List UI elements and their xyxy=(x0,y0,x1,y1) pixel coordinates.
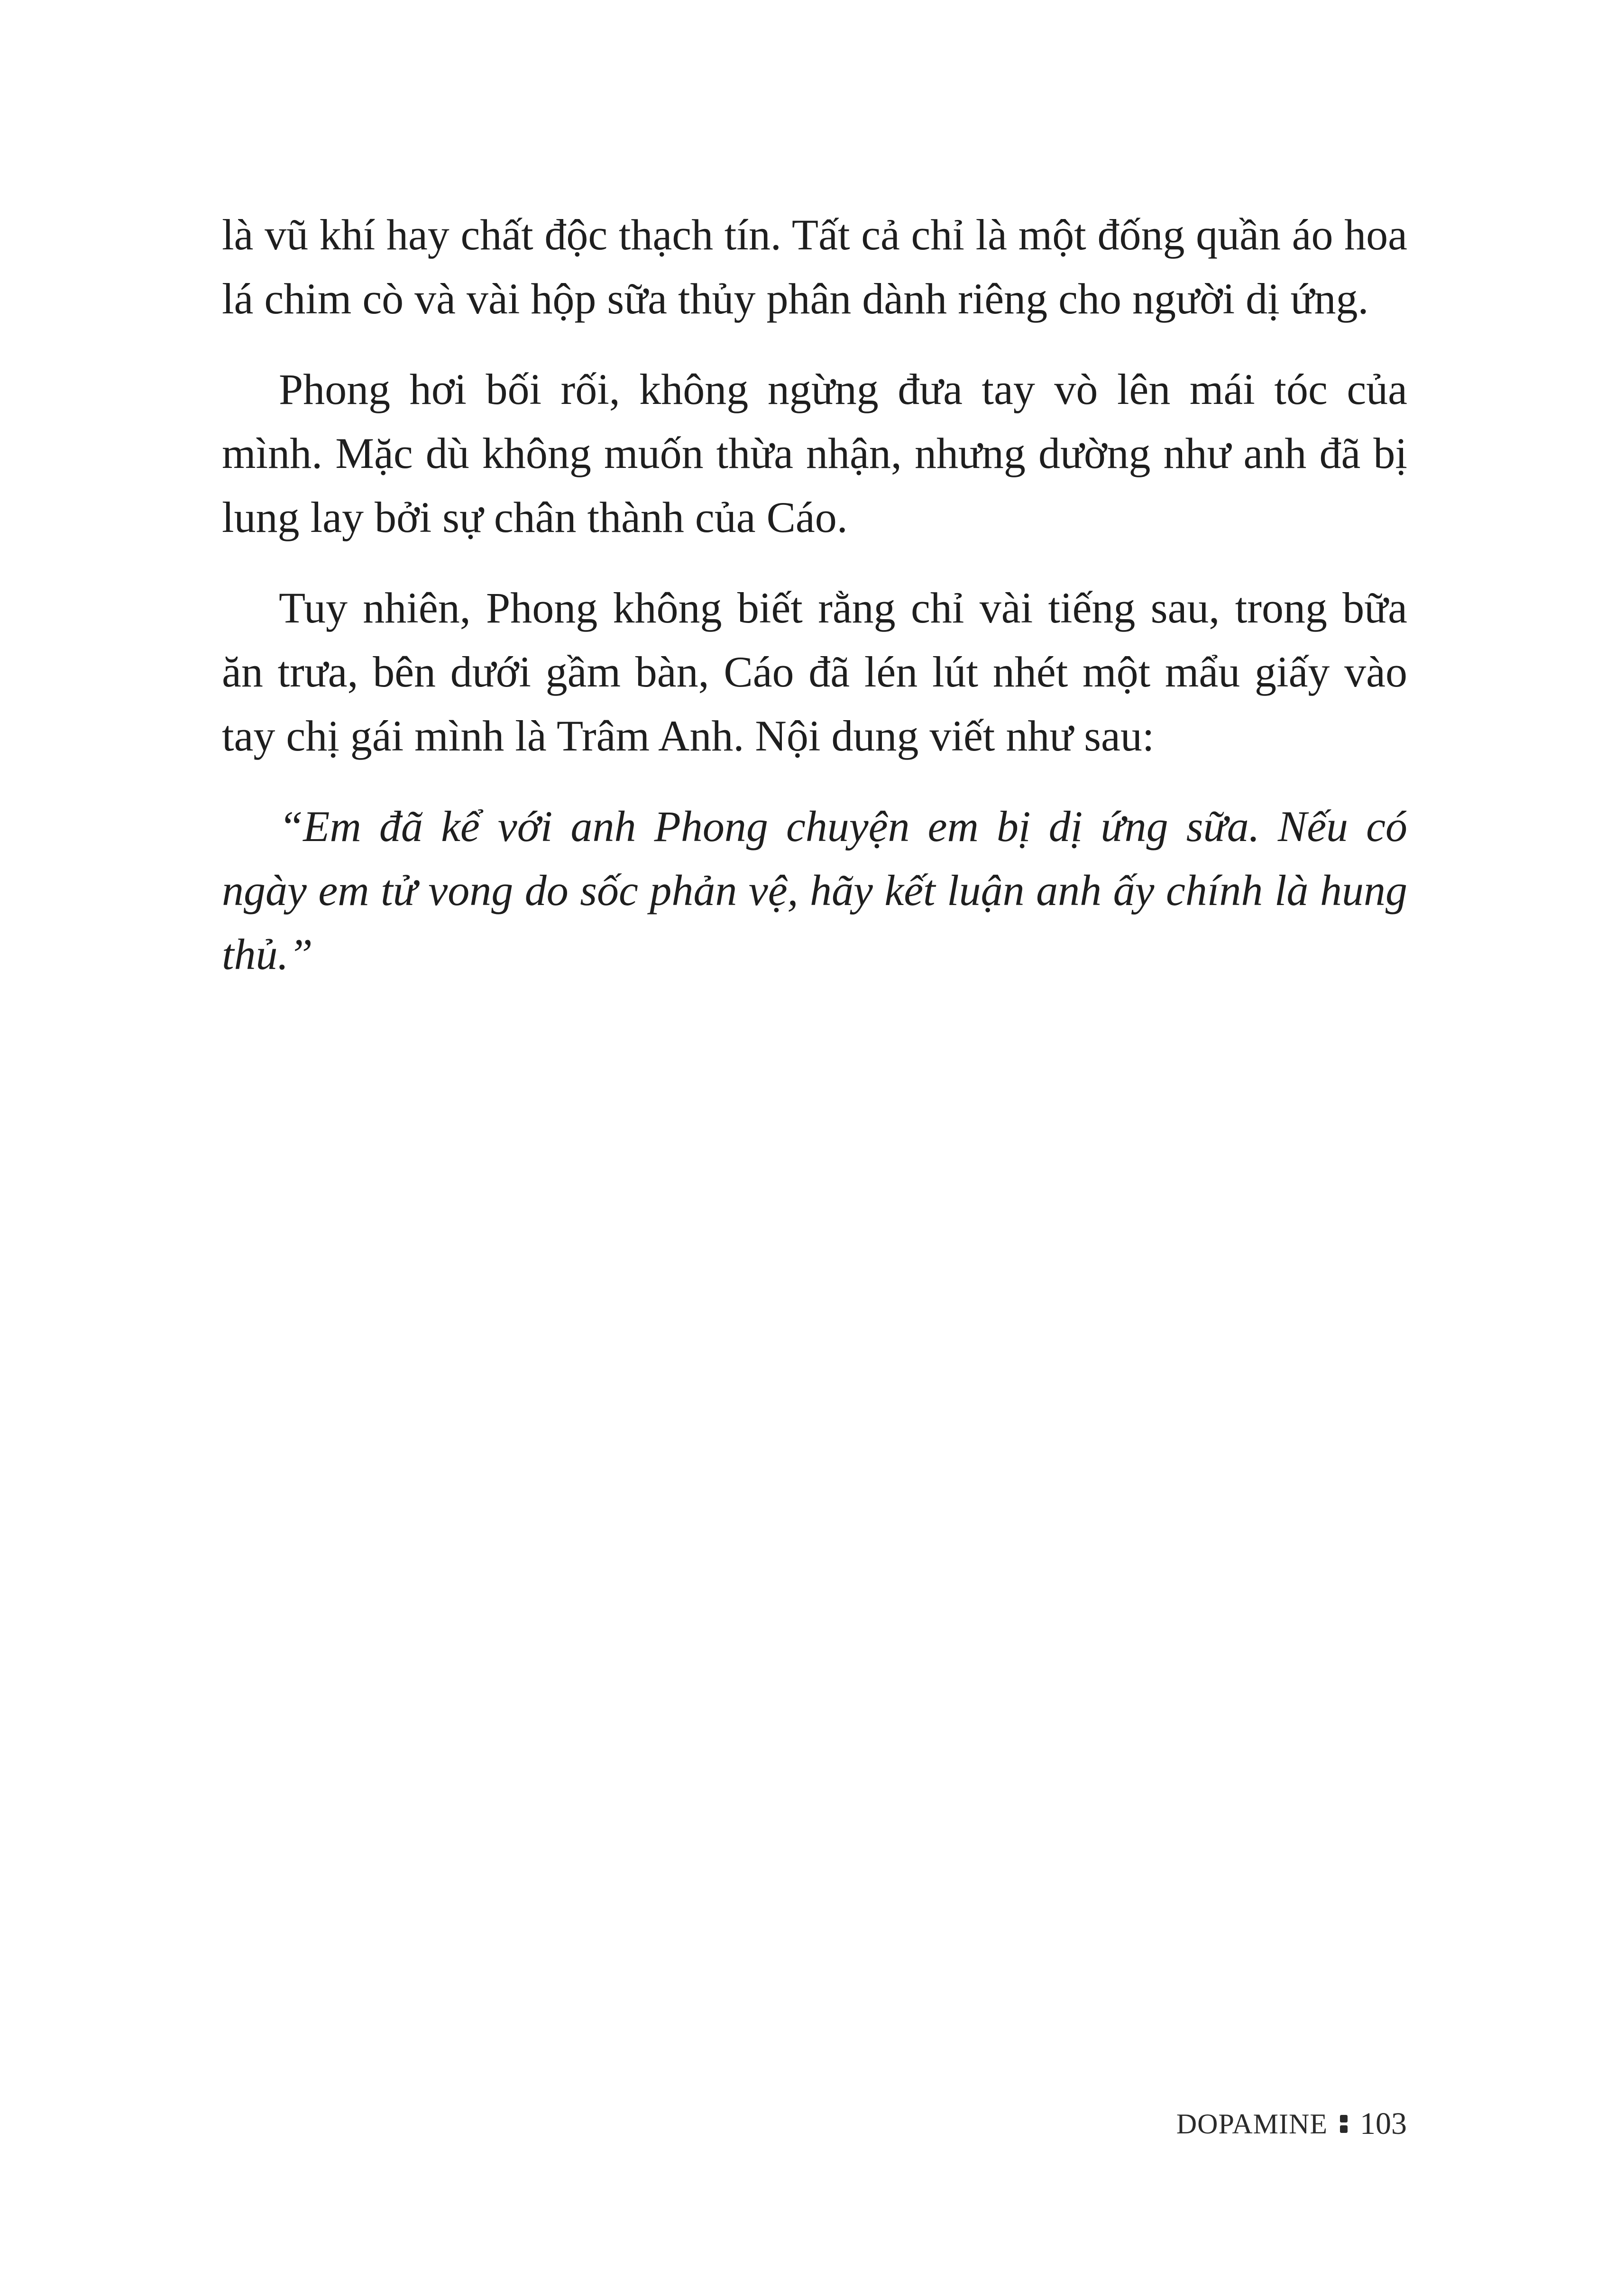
paragraph-phong-confused: Phong hơi bối rối, không ngừng đưa tay vò lên mái tóc của mình. Mặc dù không muốn thừa nhận, nhưng dường như anh đã bị lung lay bởi sự chân thành của Cáo. xyxy=(222,365,1407,541)
paragraph-note-quote: “Em đã kể với anh Phong chuyện em bị dị ứng sữa. Nếu có ngày em tử vong do sốc phản vệ, hãy kết luận anh ấy chính là hung thủ.” xyxy=(222,802,1407,979)
page-footer xyxy=(1176,2105,1407,2143)
page-number: 103 xyxy=(1360,2106,1407,2141)
paragraph-note-passed: Tuy nhiên, Phong không biết rằng chỉ vài tiếng sau, trong bữa ăn trưa, bên dưới gầm bàn, Cáo đã lén lút nhét một mẩu giấy vào tay chị gái mình là Trâm Anh. Nội dung viết như sau: xyxy=(222,584,1407,760)
body-text xyxy=(222,203,1407,1013)
separator-icon xyxy=(1340,2115,1348,2133)
running-title: DOPAMINE xyxy=(1176,2108,1328,2140)
paragraph-continuation: là vũ khí hay chất độc thạch tín. Tất cả chỉ là một đống quần áo hoa lá chim cò và vài hộp sữa thủy phân dành riêng cho người dị ứng. xyxy=(222,210,1407,323)
